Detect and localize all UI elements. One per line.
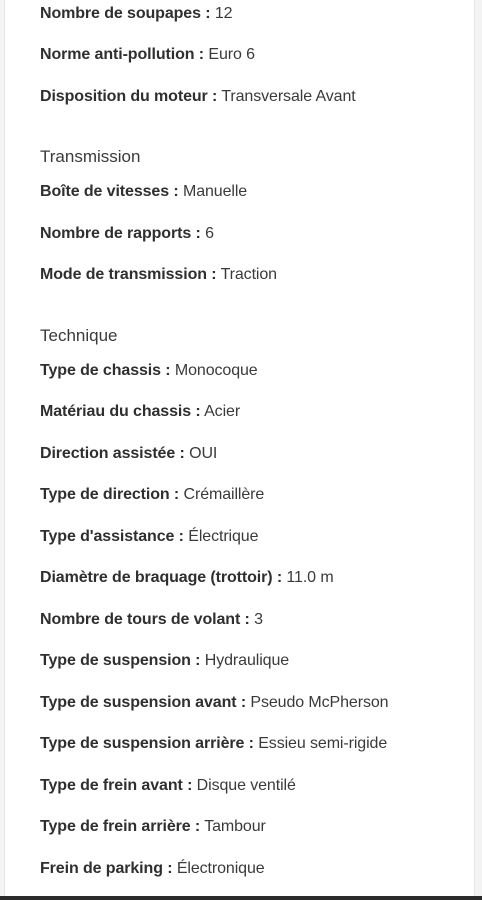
spec-row-soupapes [40,4,232,24]
spec-row-boite [40,182,247,202]
spec-value: Traction [220,266,277,283]
spec-label: Nombre de rapports : [40,225,201,242]
specs-card [4,0,475,896]
spec-label: Type de suspension avant : [40,694,247,711]
spec-row-direction-assistee [40,444,217,464]
spec-row-type-direction [40,485,264,505]
spec-value: Pseudo McPherson [250,694,389,711]
spec-row-materiau-chassis [40,402,240,422]
spec-label: Norme anti-pollution : [40,46,205,63]
spec-value: Transversale Avant [221,88,356,105]
spec-row-type-chassis [40,361,258,381]
spec-row-frein-avant [40,776,296,796]
spec-label: Type de suspension arrière : [40,735,254,752]
spec-label: Nombre de soupapes : [40,5,211,22]
spec-row-type-assistance [40,527,258,547]
spec-value: Acier [204,403,241,420]
spec-row-type-suspension [40,651,289,671]
spec-value: Essieu semi-rigide [258,735,388,752]
spec-label: Nombre de tours de volant : [40,611,250,628]
spec-label: Boîte de vitesses : [40,183,179,200]
spec-row-norme [40,45,255,65]
spec-row-suspension-avant [40,693,388,713]
spec-label: Type de suspension : [40,652,201,669]
spec-row-frein-parking [40,859,265,879]
spec-label: Disposition du moteur : [40,88,218,105]
bottom-edge-bar [0,896,482,900]
spec-value: OUI [189,445,218,462]
spec-value: 11.0 m [286,569,334,586]
spec-value: 3 [254,611,263,628]
spec-label: Matériau du chassis : [40,403,201,420]
spec-label: Type de frein arrière : [40,818,201,835]
spec-value: Tambour [204,818,266,835]
section-title-transmission: Transmission [40,147,141,166]
spec-label: Diamètre de braquage (trottoir) : [40,569,283,586]
spec-row-frein-arriere [40,817,266,837]
spec-value: Monocoque [174,362,258,379]
section-title-technique: Technique [40,326,118,345]
spec-value: Électrique [188,528,259,545]
spec-label: Type d'assistance : [40,528,184,545]
spec-row-tours-volant [40,610,263,630]
spec-label: Mode de transmission : [40,266,217,283]
spec-row-disposition [40,87,356,107]
spec-value: Hydraulique [204,652,290,669]
spec-value: Électronique [176,860,265,877]
spec-label: Type de direction : [40,486,180,503]
spec-value: 6 [205,225,214,242]
spec-label: Type de chassis : [40,362,171,379]
spec-value: Disque ventilé [196,777,296,794]
spec-row-diametre-braquage [40,568,334,588]
spec-value: Euro 6 [208,46,255,63]
spec-value: Manuelle [182,183,248,200]
spec-label: Direction assistée : [40,445,185,462]
spec-row-mode-transmission [40,265,277,285]
spec-label: Frein de parking : [40,860,173,877]
spec-label: Type de frein avant : [40,777,193,794]
spec-row-rapports [40,224,214,244]
spec-value: 12 [214,5,233,22]
spec-value: Crémaillère [183,486,265,503]
spec-row-suspension-arriere [40,734,387,754]
